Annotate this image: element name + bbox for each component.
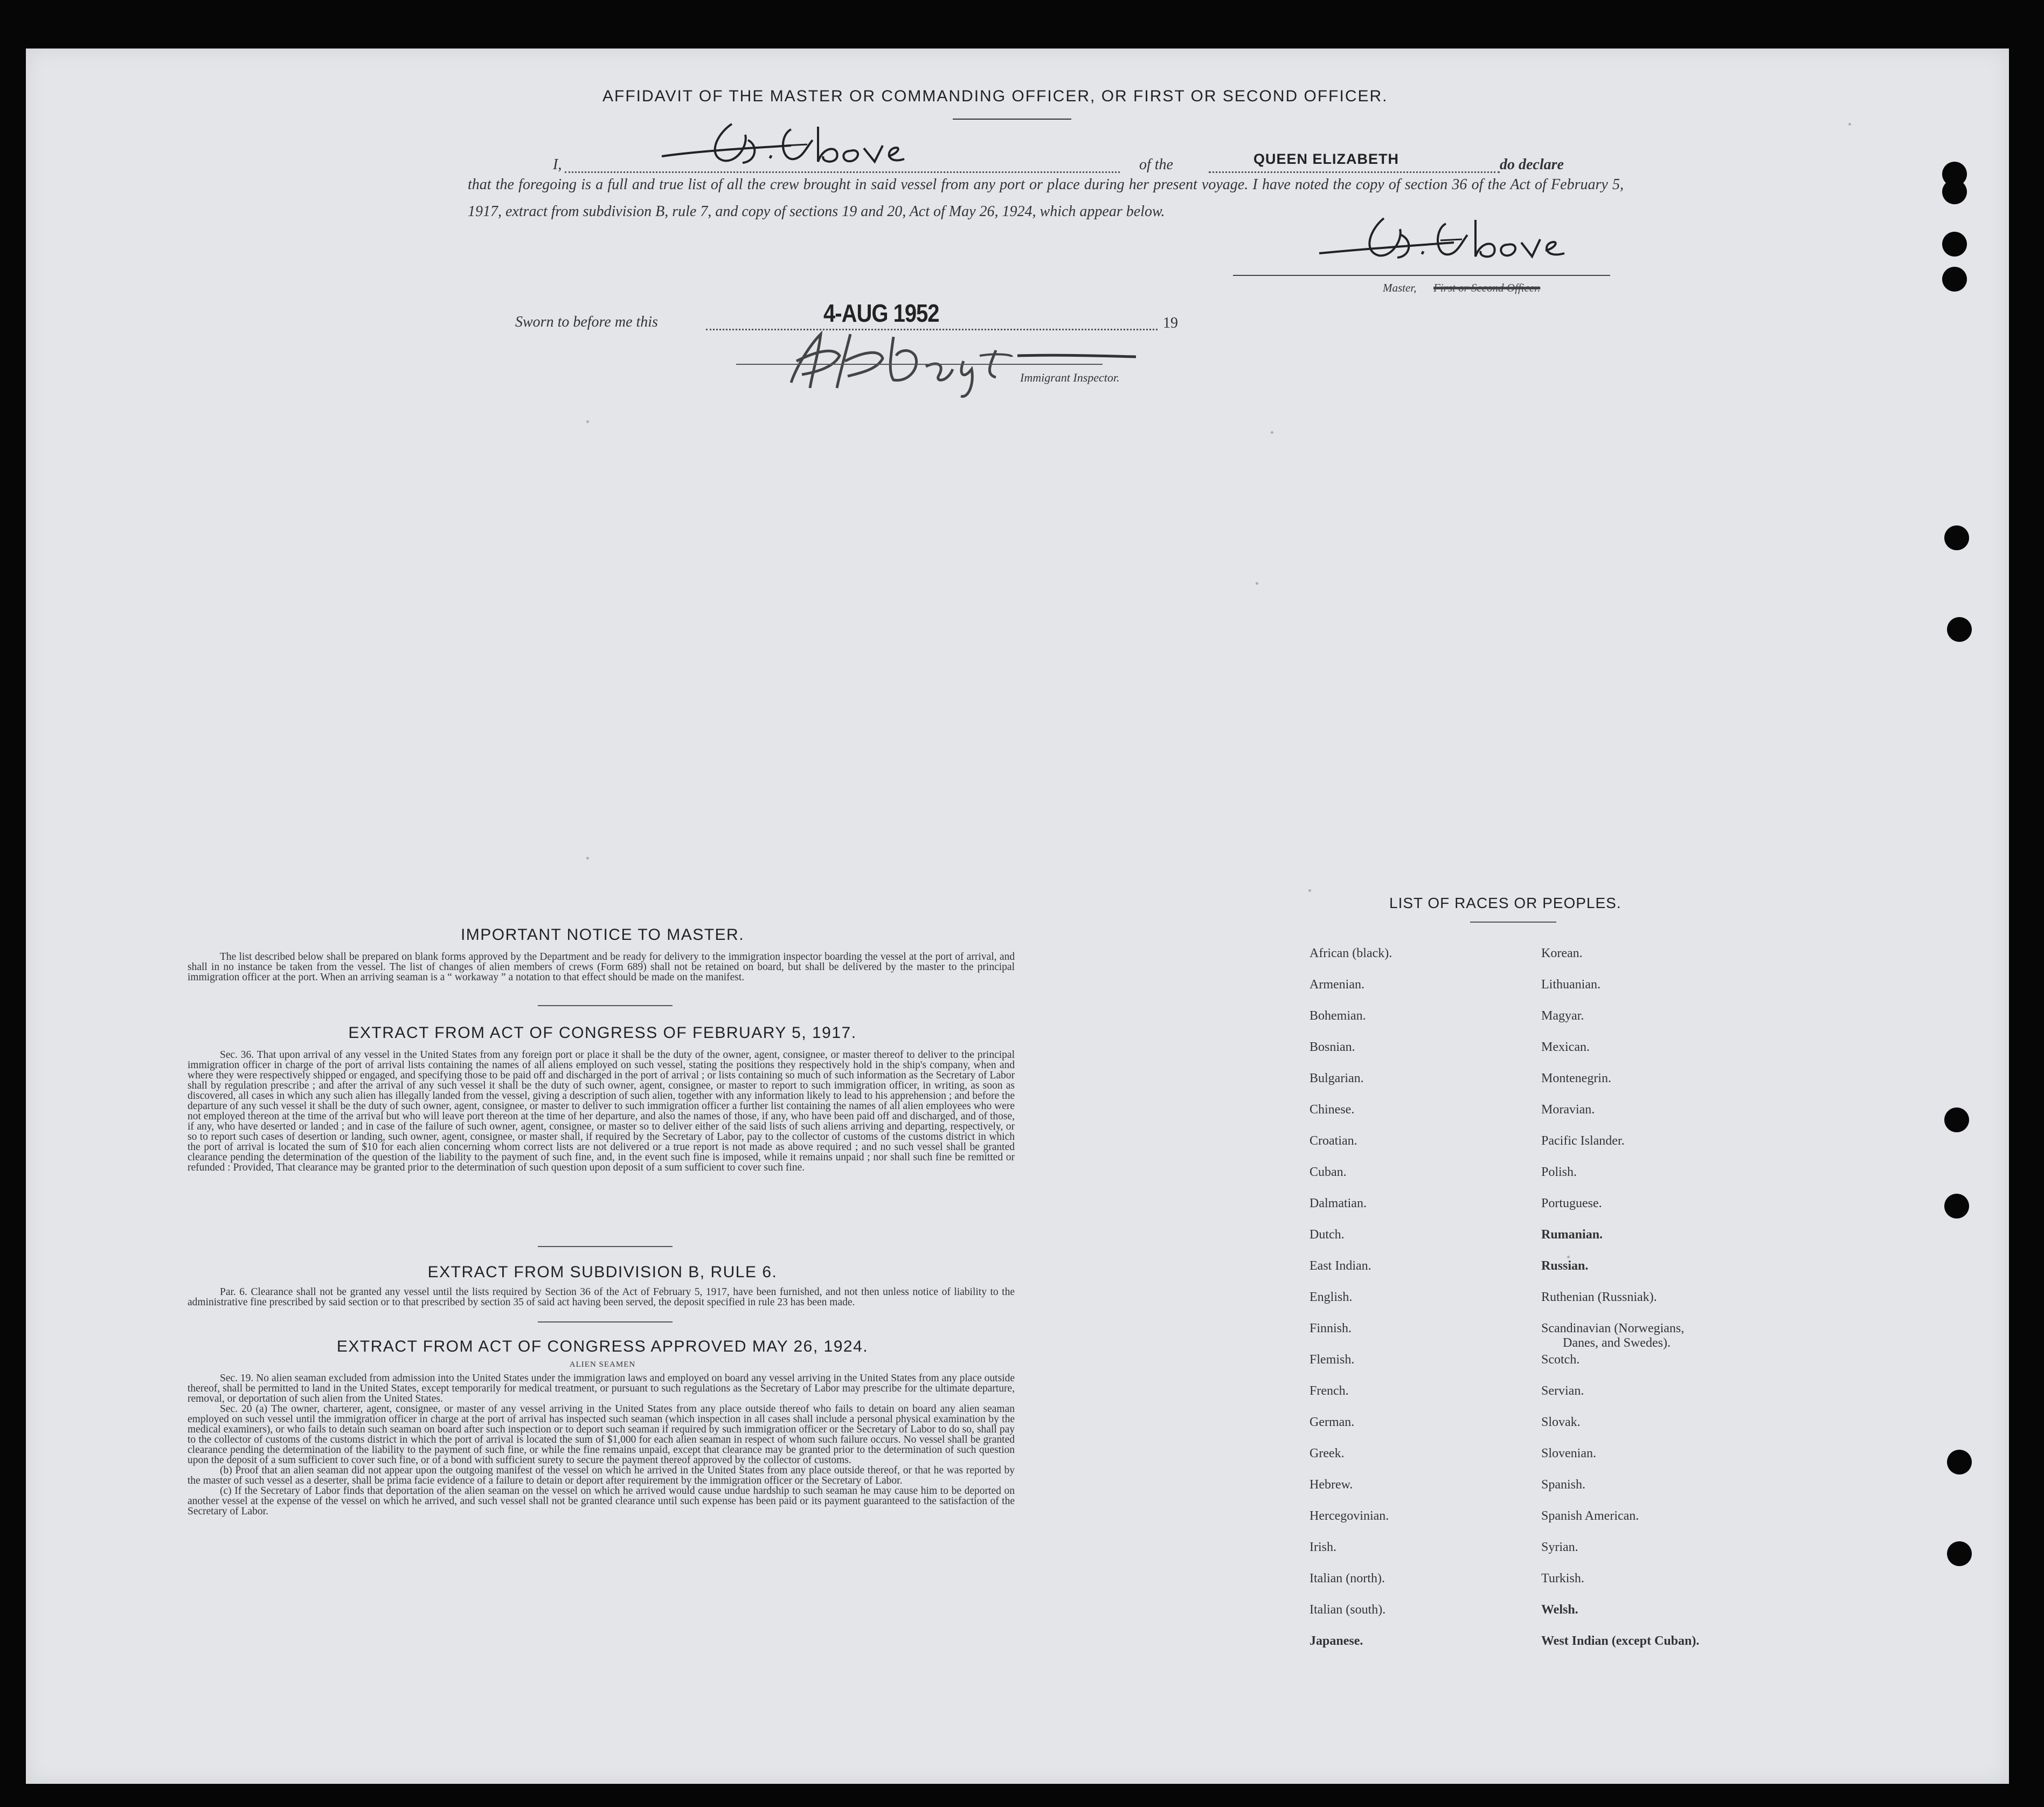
affidavit-body: that the foregoing is a full and true list of all the crew brought in said vessel from any port or place during her present voyage. I have noted the copy of section 36 of the Act of February 5, 1917, extract from subdivision B, rule 7, and copy of sections 19 and 20, Act of May 26, 1924, which appear below. [468,176,1624,220]
extract-1917-title: EXTRACT FROM ACT OF CONGRESS OF FEBRUARY 5, 1917. [348,1024,857,1042]
inspector-sign-line [736,364,1103,365]
speck [1848,123,1851,126]
race-item: Slovak. [1541,1415,1581,1429]
year-suffix: 19 [1163,315,1178,331]
race-item: Hercegovinian. [1309,1509,1389,1523]
race-item: English. [1309,1290,1353,1304]
affidavit-title: AFFIDAVIT OF THE MASTER OR COMMANDING OFFICER, OR FIRST OR SECOND OFFICER. [602,87,1388,105]
inspector-signature [759,323,1147,401]
vessel-name: QUEEN ELIZABETH [1253,151,1399,167]
races-title-underline [1470,922,1556,923]
punch-hole [1947,617,1972,642]
race-item-continuation: Danes, and Swedes). [1563,1336,1671,1350]
race-item: Chinese. [1309,1103,1355,1117]
sworn-label: Sworn to before me this [515,314,658,330]
race-item: Spanish American. [1541,1509,1639,1523]
race-item [1541,1320,1699,1352]
struck-officer-label: First or Second Officer. [1433,281,1541,294]
race-item: Ruthenian (Russniak). [1541,1290,1657,1304]
document-page [26,49,2009,1784]
speck [586,420,589,423]
punch-hole [1944,525,1969,550]
punch-hole [1944,1107,1969,1132]
speck [586,857,589,860]
master-label: Master, [1383,281,1417,294]
race-item: Turkish. [1541,1571,1584,1586]
race-item: Japanese. [1309,1634,1363,1648]
race-item: Bulgarian. [1309,1071,1364,1085]
races-left-column [1309,945,1392,1664]
do-declare-label: do declare [1500,156,1564,173]
sec-19-paragraph: Sec. 19. No alien seaman excluded from admission into the United States under the immigration laws and employed on board any vessel arriving in the United States from any place outside thereof, shall be permitted to land in the United States, except temporarily for medical treatment, or pursuant to such regulations as the Secretary of Labor may prescribe for the ultimate departure, removal, or deportation of such alien from the United States. [188,1373,1015,1404]
divider [538,1321,673,1323]
race-item: Slovenian. [1541,1446,1596,1460]
extract-1917-body: Sec. 36. That upon arrival of any vessel in the United States from any foreign port or place it shall be the duty of the owner, agent, consignee, or master thereof to deliver to the principal immigration officer in charge of the port of arrival lists containing the names of all aliens employed on such vessel, stating the positions they respectively hold in the ship's company, when and where they were respectively shipped or engaged, and specifying those to be paid off and discharged in the port of arrival ; or lists containing so much of such information as the Secretary of Labor shall by regulation prescribe ; and after the arrival of any such vessel it shall be the duty of such owner, agent, consignee, or master to report to such immigration officer, in writing, as soon as discovered, all cases in which any such alien has illegally landed from the vessel, giving a description of such alien, together with any information likely to lead to his apprehension ; and before the departure of any such vessel it shall be the duty of such owner, agent, consignee, or master to deliver to such immigration officer a further list containing the names of all alien employees who were not employed thereon at the time of the arrival but who will leave port thereon at the time of her departure, and also the names of those, if any, who have been paid off and discharged, and of those, if any, who have deserted or landed ; and in case of the failure of such owner, agent, consignee, or master so to deliver either of the said lists of such aliens arriving and departing, respectively, or so to report such cases of desertion or landing, such owner, agent, consignee, or master shall, if required by the Secretary of Labor, pay to the collector of customs of the customs district in which the port of arrival is located the sum of $10 for each alien concerning whom correct lists are not delivered or a true report is not made as above required ; and no such vessel shall be granted clearance pending the determination of the question of the liability to the payment of such fine, and, in the event such fine is imposed, while it remains unpaid ; nor shall such fine be remitted or refunded : Provided, That clearance may be granted prior to the determination of such question upon deposit of a sum sufficient to cover such fine. [188,1049,1015,1173]
race-item: West Indian (except Cuban). [1541,1634,1700,1648]
race-item: French. [1309,1384,1349,1398]
speck [1256,582,1258,585]
race-item: Armenian. [1309,978,1364,992]
punch-hole [1947,1541,1972,1566]
divider [538,1005,673,1006]
of-the-label: of the [1139,156,1173,173]
race-item: Mexican. [1541,1040,1590,1054]
subdivision-body: Par. 6. Clearance shall not be granted any vessel until the lists required by Section 36 of the Act of February 5, 1917, have been furnished, and not then unless notice of liability to the administrative fine prescribed by said section or to that prescribed by section 35 of said act having been served, the deposit specified in rule 23 has been made. [188,1286,1015,1308]
speck [1271,431,1273,434]
notice-title: IMPORTANT NOTICE TO MASTER. [460,926,745,944]
race-item: Greek. [1309,1446,1345,1460]
race-item: Italian (south). [1309,1603,1386,1617]
race-item: Lithuanian. [1541,978,1600,992]
extract-1924-body [188,1373,1015,1517]
race-item: Polish. [1541,1165,1577,1179]
subdivision-title: EXTRACT FROM SUBDIVISION B, RULE 6. [427,1263,778,1281]
race-item: Irish. [1309,1540,1336,1554]
race-item: Montenegrin. [1541,1071,1611,1085]
notice-body: The list described below shall be prepared on blank forms approved by the Department and be ready for delivery to the immigration inspector boarding the vessel at the port of arrival, and shall in no instance be taken from the vessel. The list of changes of alien members of crews (Form 689) shall not be retained on board, but shall be delivered by the master to the principal immigration officer at the port. When an arriving seaman is a “ workaway ” a notation to that effect should be made on the manifest. [188,951,1015,983]
race-item: Flemish. [1309,1353,1355,1367]
sec-20a-paragraph: Sec. 20 (a) The owner, charterer, agent, consignee, or master of any vessel arriving in the United States from any place outside thereof who fails to detain on board any alien seaman employed on such vessel until the immigration officer in charge at the port of arrival has inspected such seaman (which inspection in all cases shall include a personal physical examination by the medical examiners), or who fails to detain such seaman on board after such inspection or to deport such seaman if required by such immigration officer or the Secretary of Labor to do so, shall pay to the collector of customs of the customs district in which the port of arrival is located the sum of $1,000 for each alien seaman in respect of whom such failure occurs. No vessel shall be granted clearance pending the determination of the liability to the payment of such fine, or while the fine remains unpaid, except that clearance may be granted prior to the determination of such question upon the deposit of a sum sufficient to cover such fine, or of a bond with sufficient surety to secure the payment thereof approved by the collector of customs. [188,1403,1015,1466]
race-item: African (black). [1309,946,1392,960]
master-signature-2 [1319,210,1599,272]
punch-hole [1942,267,1967,292]
race-item: East Indian. [1309,1259,1371,1273]
race-item: Bosnian. [1309,1040,1355,1054]
master-sign-line [1233,275,1610,276]
races-right-column [1541,945,1699,1664]
race-item-line: Scandinavian (Norwegians, [1541,1321,1685,1335]
race-item: Hebrew. [1309,1478,1353,1492]
i-label: I, [553,156,562,173]
alien-seamen-subtitle: ALIEN SEAMEN [569,1360,636,1369]
inspector-label: Immigrant Inspector. [1020,371,1120,384]
punch-hole [1942,179,1967,204]
race-item: Spanish. [1541,1478,1586,1492]
race-item: Magyar. [1541,1009,1584,1023]
sworn-date-stamp: 4-AUG 1952 [823,300,939,328]
race-item: Syrian. [1541,1540,1578,1554]
race-item: Rumanian. [1541,1228,1603,1242]
race-item: Moravian. [1541,1103,1595,1117]
race-item: Portuguese. [1541,1196,1602,1210]
race-item: Servian. [1541,1384,1584,1398]
race-item: Finnish. [1309,1321,1352,1335]
race-item: Pacific Islander. [1541,1134,1625,1148]
race-item: Croatian. [1309,1134,1357,1148]
race-item: Dutch. [1309,1228,1345,1242]
race-item: Russian. [1541,1259,1589,1273]
sec-20c-paragraph: (c) If the Secretary of Labor finds that deportation of the alien seaman on the vessel on which he arrived would cause undue hardship to such seaman he may cause him to be deported on another vessel at the expense of the vessel on which he arrived, and such vessel shall not be granted clearance until such expense has been paid or its payment guaranteed to the satisfaction of the Secretary of Labor. [188,1485,1015,1517]
race-item: Cuban. [1309,1165,1347,1179]
divider [538,1246,673,1247]
punch-hole [1942,232,1967,257]
race-item: German. [1309,1415,1355,1429]
title-underline [953,119,1071,120]
race-item: Welsh. [1541,1603,1578,1617]
speck [1308,889,1311,892]
punch-hole [1947,1450,1972,1474]
race-item: Bohemian. [1309,1009,1366,1023]
punch-hole [1944,1194,1969,1218]
races-title: LIST OF RACES OR PEOPLES. [1389,895,1622,911]
sec-20b-paragraph: (b) Proof that an alien seaman did not appear upon the outgoing manifest of the vessel on which he arrived in the United States from any place outside thereof, or that he was reported by the master of such vessel as a deserter, shall be prima facie evidence of a failure to detain or deport after requirement by the immigration officer or the Secretary of Labor. [188,1465,1015,1486]
extract-1924-title: EXTRACT FROM ACT OF CONGRESS APPROVED MAY 26, 1924. [336,1338,869,1355]
race-item: Italian (north). [1309,1571,1385,1586]
race-item: Dalmatian. [1309,1196,1367,1210]
race-item: Scotch. [1541,1353,1580,1367]
race-item: Korean. [1541,946,1583,960]
